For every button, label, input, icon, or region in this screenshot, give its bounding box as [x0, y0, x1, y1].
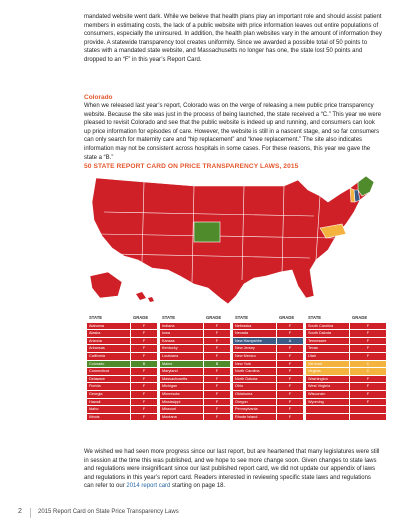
intro-paragraph: mandated website went dark. While we believe that health plans play an important role and should assist patient members in estimating costs, the lack of a public website with price information leaves out entire populations of consumers, especially the uninsured. In addition, the health plan websites vary in the amount of information they provide. A statewide transparency tool creates uniformity. Since we awarded a possible total of 50 points to states with a mandated state website, and Massachusetts no longer has one, the state lost 50 points and dropped to an “F” in this year’s Report Card. [84, 14, 382, 63]
state-cell: Missouri [160, 406, 204, 414]
grade-cell: F [350, 375, 387, 383]
maine-state [358, 176, 374, 196]
header-grade: GRADE [350, 315, 387, 323]
state-cell: New Jersey [233, 345, 277, 353]
table-header-row [87, 315, 387, 323]
footer-title: 2015 Report Card on State Price Transparency Laws [38, 509, 179, 515]
grade-cell: F [350, 330, 387, 338]
state-cell: Nebraska [233, 322, 277, 330]
footer-divider [30, 508, 31, 518]
state-cell [306, 413, 350, 421]
grade-cell: F [277, 360, 304, 368]
grade-cell: F [204, 337, 231, 345]
closing-paragraph [84, 448, 382, 491]
colorado-paragraph: When we released last year’s report, Colorado was on the verge of releasing a new public price transparency website. Because the site was just in the process of being launched, the state received a “C.” This year we were pleased to revisit Colorado and see that the public website is indeed up and running, and consumers can look up price information for episodes of care. However, the website is still in a nascent stage, and so far consumers can only search for maternity care and “hip replacement” and “knee replacement.” The site also indicates information may not be consistent across hospitals in some cases. For these reasons, this year we gave the state a “B.” [84, 103, 382, 161]
header-grade: GRADE [131, 315, 158, 323]
colorado-state [194, 222, 220, 242]
state-cell: Vermont [306, 360, 350, 368]
grade-cell: F [204, 375, 231, 383]
state-cell: West Virginia [306, 383, 350, 391]
grade-cell: F [277, 390, 304, 398]
grade-cell: F [204, 322, 231, 330]
table-row [87, 345, 387, 353]
grade-cell: F [277, 322, 304, 330]
state-cell: New Hampshire [233, 337, 277, 345]
table-row [87, 406, 387, 414]
state-cell [306, 406, 350, 414]
grade-cell: F [131, 352, 158, 360]
table-row [87, 413, 387, 421]
grade-cell: F [277, 330, 304, 338]
grade-cell: F [277, 375, 304, 383]
grade-cell: F [204, 406, 231, 414]
state-cell: North Carolina [233, 368, 277, 376]
grade-cell: F [131, 345, 158, 353]
state-cell: Maryland [160, 368, 204, 376]
table-row [87, 368, 387, 376]
grade-cell: F [204, 398, 231, 406]
state-cell: California [87, 352, 131, 360]
state-cell: Utah [306, 352, 350, 360]
state-cell: Kansas [160, 337, 204, 345]
state-cell: New Mexico [233, 352, 277, 360]
state-cell: Massachusetts [160, 375, 204, 383]
grade-cell: F [350, 337, 387, 345]
grade-cell: F [131, 322, 158, 330]
grade-cell: F [131, 330, 158, 338]
state-cell: New York [233, 360, 277, 368]
table-row [87, 375, 387, 383]
state-cell: Florida [87, 383, 131, 391]
grade-cell: F [350, 383, 387, 391]
grade-cell [350, 406, 387, 414]
header-state: STATE [87, 315, 131, 323]
state-cell: Delaware [87, 375, 131, 383]
grades-table [86, 314, 387, 421]
us-mainland [92, 176, 374, 304]
grade-cell: F [277, 368, 304, 376]
grade-cell: F [277, 345, 304, 353]
header-state: STATE [160, 315, 204, 323]
grade-cell: F [204, 352, 231, 360]
grade-cell: F [131, 390, 158, 398]
grade-cell: F [277, 406, 304, 414]
header-grade: GRADE [204, 315, 231, 323]
state-cell: Idaho [87, 406, 131, 414]
colorado-heading: Colorado [84, 94, 113, 101]
report-card-link[interactable]: 2014 report card [126, 483, 171, 490]
grade-cell [350, 413, 387, 421]
state-cell: Nevada [233, 330, 277, 338]
state-cell: Arkansas [87, 345, 131, 353]
state-cell: Alabama [87, 322, 131, 330]
header-grade: GRADE [277, 315, 304, 323]
state-cell: Alaska [87, 330, 131, 338]
us-mainland-shape [92, 176, 374, 304]
grade-cell: F [204, 368, 231, 376]
table-row [87, 398, 387, 406]
table-row [87, 383, 387, 391]
grade-cell: F [350, 390, 387, 398]
grade-cell: F [204, 383, 231, 391]
state-cell: Louisiana [160, 352, 204, 360]
state-cell: Colorado [87, 360, 131, 368]
state-cell: Montana [160, 413, 204, 421]
state-cell: South Dakota [306, 330, 350, 338]
grade-cell: F [277, 398, 304, 406]
grade-cell: F [131, 413, 158, 421]
grades-table-body [87, 322, 387, 421]
header-state: STATE [306, 315, 350, 323]
hawaii-state [136, 292, 154, 302]
us-grade-map [84, 172, 384, 307]
state-cell: Mississippi [160, 398, 204, 406]
grade-cell: F [131, 375, 158, 383]
table-row [87, 330, 387, 338]
state-cell: Texas [306, 345, 350, 353]
state-cell: Wisconsin [306, 390, 350, 398]
state-cell: Arizona [87, 337, 131, 345]
closing-text-end: starting on page 18. [170, 483, 226, 490]
state-cell: Indiana [160, 322, 204, 330]
grade-cell: F [277, 383, 304, 391]
state-cell: Georgia [87, 390, 131, 398]
state-cell: Pennsylvania [233, 406, 277, 414]
grade-cell: F [131, 368, 158, 376]
map-title: 50 STATE REPORT CARD ON PRICE TRANSPARENCY LAWS, 2015 [84, 163, 299, 170]
grade-cell: F [204, 330, 231, 338]
grade-cell: F [204, 413, 231, 421]
state-cell: Ohio [233, 383, 277, 391]
table-row [87, 352, 387, 360]
grade-cell: F [350, 352, 387, 360]
grade-cell: F [131, 398, 158, 406]
closing-text: We wished we had seen more progress since our last report, but are heartened that many legislatures were still in session at the time this was published, and we hope to see more change soon. Given changes to state laws and regulations were insignificant since our last published report card, we did not update our appendix of laws and regulations in this year’s report card. Readers interested in reviewing specific state laws and regulations can refer to our [84, 449, 380, 490]
state-cell: Connecticut [87, 368, 131, 376]
alaska-state [90, 272, 122, 298]
state-cell: Maine [160, 360, 204, 368]
grade-cell: F [350, 322, 387, 330]
grade-cell: F [131, 406, 158, 414]
grade-cell: F [204, 390, 231, 398]
header-state: STATE [233, 315, 277, 323]
state-cell: Virginia [306, 368, 350, 376]
grade-cell: C [350, 360, 387, 368]
grade-cell: A [277, 337, 304, 345]
state-cell: Illinois [87, 413, 131, 421]
page-number: 2 [18, 508, 22, 515]
state-cell: North Dakota [233, 375, 277, 383]
state-cell: Washington [306, 375, 350, 383]
grade-cell: F [277, 352, 304, 360]
grade-cell: B [131, 360, 158, 368]
grade-cell: F [204, 345, 231, 353]
state-cell: South Carolina [306, 322, 350, 330]
grade-cell: F [277, 413, 304, 421]
state-cell: Oklahoma [233, 390, 277, 398]
grade-cell: F [131, 383, 158, 391]
table-row [87, 337, 387, 345]
vermont-state [350, 188, 355, 202]
state-cell: Michigan [160, 383, 204, 391]
table-row [87, 390, 387, 398]
grade-cell: F [131, 337, 158, 345]
state-cell: Tennessee [306, 337, 350, 345]
grade-cell: F [350, 345, 387, 353]
table-row [87, 360, 387, 368]
table-row [87, 322, 387, 330]
state-cell: Hawaii [87, 398, 131, 406]
state-cell: Rhode Island [233, 413, 277, 421]
state-cell: Kentucky [160, 345, 204, 353]
grade-cell: F [350, 398, 387, 406]
grade-cell: C [350, 368, 387, 376]
state-cell: Wyoming [306, 398, 350, 406]
state-cell: Minnesota [160, 390, 204, 398]
state-cell: Iowa [160, 330, 204, 338]
grade-cell: B [204, 360, 231, 368]
state-cell: Oregon [233, 398, 277, 406]
